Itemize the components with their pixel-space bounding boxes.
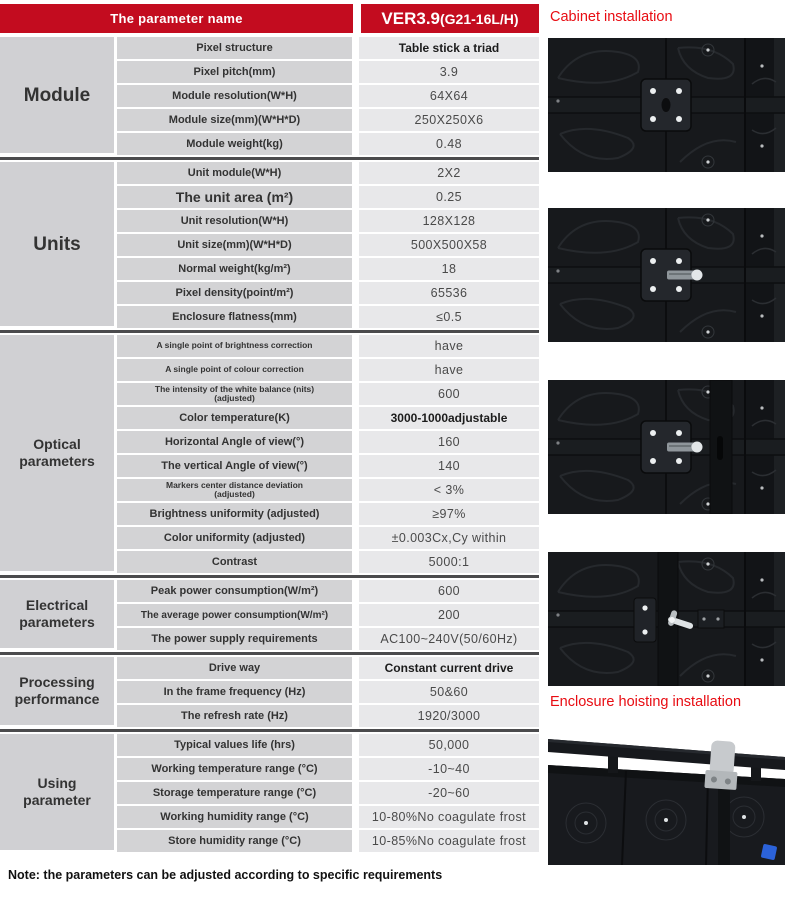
param-row <box>117 479 539 501</box>
param-value: 3.9 <box>359 61 539 83</box>
category-cell-electrical-parameters: Electrical parameters <box>0 580 114 648</box>
param-row <box>117 455 539 477</box>
param-label: Brightness uniformity (adjusted) <box>117 503 352 525</box>
hoisting-installation-image <box>548 725 785 865</box>
param-label: Pixel pitch(mm) <box>117 61 352 83</box>
param-value: 50,000 <box>359 734 539 756</box>
section-divider <box>0 652 539 655</box>
param-value: ≤0.5 <box>359 306 539 328</box>
param-row <box>117 806 539 828</box>
param-row <box>117 604 539 626</box>
cabinet-back-image-4 <box>548 552 785 686</box>
param-value: Table stick a triad <box>359 37 539 59</box>
param-value: 10-85%No coagulate frost <box>359 830 539 852</box>
param-label: Unit module(W*H) <box>117 162 352 184</box>
param-label: Pixel density(point/m²) <box>117 282 352 304</box>
param-row <box>117 61 539 83</box>
param-value: 18 <box>359 258 539 280</box>
param-row <box>117 109 539 131</box>
param-value: 128X128 <box>359 210 539 232</box>
param-value: -10~40 <box>359 758 539 780</box>
param-row <box>117 657 539 679</box>
spec-section-using-parameter <box>0 734 539 852</box>
param-label: The power supply requirements <box>117 628 352 650</box>
param-row <box>117 758 539 780</box>
param-value: 140 <box>359 455 539 477</box>
param-row <box>117 580 539 602</box>
param-row <box>117 37 539 59</box>
param-label: Horizontal Angle of view(°) <box>117 431 352 453</box>
param-label: Storage temperature range (°C) <box>117 782 352 804</box>
param-value: 600 <box>359 580 539 602</box>
param-label: Working humidity range (°C) <box>117 806 352 828</box>
param-row <box>117 830 539 852</box>
param-row <box>117 186 539 208</box>
footnote: Note: the parameters can be adjusted according to specific requirements <box>8 868 443 882</box>
param-value: 250X250X6 <box>359 109 539 131</box>
spec-section-optical-parameters <box>0 335 539 573</box>
param-value: AC100~240V(50/60Hz) <box>359 628 539 650</box>
param-row <box>117 628 539 650</box>
spec-section-electrical-parameters <box>0 580 539 650</box>
param-row <box>117 551 539 573</box>
section-rows <box>117 335 539 573</box>
param-value: 0.25 <box>359 186 539 208</box>
table-body <box>0 37 539 852</box>
section-rows <box>117 734 539 852</box>
section-rows <box>117 37 539 155</box>
param-row <box>117 306 539 328</box>
param-row <box>117 503 539 525</box>
param-label: Pixel structure <box>117 37 352 59</box>
spec-section-processing-performance <box>0 657 539 727</box>
table-header-version <box>361 4 539 33</box>
section-rows <box>117 162 539 328</box>
param-label: Peak power consumption(W/m²) <box>117 580 352 602</box>
param-label: Color temperature(K) <box>117 407 352 429</box>
hoisting-installation-title: Enclosure hoisting installation <box>550 694 742 710</box>
param-row <box>117 782 539 804</box>
param-row <box>117 85 539 107</box>
parameter-table <box>0 4 539 854</box>
param-label: Typical values life (hrs) <box>117 734 352 756</box>
param-row <box>117 234 539 256</box>
param-value: ±0.003Cx,Cy within <box>359 527 539 549</box>
cabinet-back-image-1 <box>548 38 785 172</box>
param-value: 10-80%No coagulate frost <box>359 806 539 828</box>
param-row <box>117 210 539 232</box>
param-label: Color uniformity (adjusted) <box>117 527 352 549</box>
param-row <box>117 282 539 304</box>
spec-section-units <box>0 162 539 328</box>
param-row <box>117 431 539 453</box>
param-label: Unit resolution(W*H) <box>117 210 352 232</box>
table-header-parameter-name: The parameter name <box>0 4 353 33</box>
param-label: In the frame frequency (Hz) <box>117 681 352 703</box>
param-row <box>117 734 539 756</box>
category-cell-module: Module <box>0 37 114 153</box>
section-divider <box>0 157 539 160</box>
param-label: Markers center distance deviation (adjusted) <box>117 479 352 501</box>
cabinet-installation-title: Cabinet installation <box>550 9 673 25</box>
section-divider <box>0 330 539 333</box>
param-label: Normal weight(kg/m²) <box>117 258 352 280</box>
param-row <box>117 359 539 381</box>
param-value: 65536 <box>359 282 539 304</box>
param-label: Contrast <box>117 551 352 573</box>
param-value: 1920/3000 <box>359 705 539 727</box>
param-value: 50&60 <box>359 681 539 703</box>
spec-section-module <box>0 37 539 155</box>
param-row <box>117 133 539 155</box>
param-label: Working temperature range (°C) <box>117 758 352 780</box>
param-label: A single point of colour correction <box>117 359 352 381</box>
section-rows <box>117 580 539 650</box>
param-value: 160 <box>359 431 539 453</box>
param-row <box>117 162 539 184</box>
param-label: The refresh rate (Hz) <box>117 705 352 727</box>
param-value: < 3% <box>359 479 539 501</box>
param-label: The vertical Angle of view(°) <box>117 455 352 477</box>
param-value: 5000:1 <box>359 551 539 573</box>
category-cell-units: Units <box>0 162 114 326</box>
cabinet-back-image-3 <box>548 380 785 514</box>
param-value: 3000-1000adjustable <box>359 407 539 429</box>
param-label: Enclosure flatness(mm) <box>117 306 352 328</box>
param-row <box>117 383 539 405</box>
param-label: The intensity of the white balance (nits) (adjusted) <box>117 383 352 405</box>
section-divider <box>0 729 539 732</box>
param-label: A single point of brightness correction <box>117 335 352 357</box>
category-cell-using-parameter: Using parameter <box>0 734 114 850</box>
param-row <box>117 681 539 703</box>
param-row <box>117 335 539 357</box>
param-value: 2X2 <box>359 162 539 184</box>
param-value: 500X500X58 <box>359 234 539 256</box>
param-row <box>117 527 539 549</box>
param-value: Constant current drive <box>359 657 539 679</box>
param-value: -20~60 <box>359 782 539 804</box>
param-label: Drive way <box>117 657 352 679</box>
param-label: The unit area (m²) <box>117 186 352 208</box>
param-row <box>117 407 539 429</box>
param-value: 64X64 <box>359 85 539 107</box>
param-label: Module size(mm)(W*H*D) <box>117 109 352 131</box>
version-sub: (G21-16L/H) <box>440 10 519 27</box>
param-row <box>117 705 539 727</box>
category-cell-optical-parameters: Optical parameters <box>0 335 114 571</box>
param-value: 200 <box>359 604 539 626</box>
param-value: have <box>359 335 539 357</box>
cabinet-back-image-2 <box>548 208 785 342</box>
param-label: Store humidity range (°C) <box>117 830 352 852</box>
param-label: Unit size(mm)(W*H*D) <box>117 234 352 256</box>
param-value: ≥97% <box>359 503 539 525</box>
installation-column <box>548 0 788 898</box>
param-label: Module weight(kg) <box>117 133 352 155</box>
param-label: The average power consumption(W/m²) <box>117 604 352 626</box>
param-label: Module resolution(W*H) <box>117 85 352 107</box>
table-header <box>0 4 539 33</box>
param-value: have <box>359 359 539 381</box>
category-cell-processing-performance: Processing performance <box>0 657 114 725</box>
version-main: VER3.9 <box>381 8 440 28</box>
param-row <box>117 258 539 280</box>
section-rows <box>117 657 539 727</box>
section-divider <box>0 575 539 578</box>
param-value: 600 <box>359 383 539 405</box>
param-value: 0.48 <box>359 133 539 155</box>
